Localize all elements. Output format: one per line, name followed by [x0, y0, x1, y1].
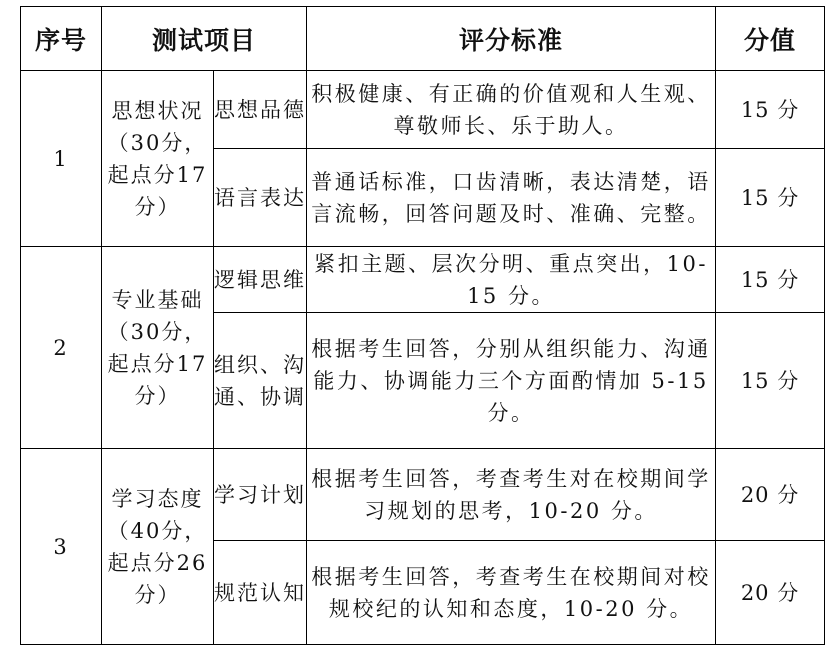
category-cell: 学习态度（40分，起点分26分）	[102, 449, 214, 645]
category-cell: 专业基础（30分，起点分17分）	[102, 247, 214, 449]
table-row	[21, 449, 825, 541]
score-cell: 15 分	[716, 71, 825, 149]
sub-item-cell: 学习计划	[214, 449, 307, 541]
sub-item-cell: 语言表达	[214, 149, 307, 247]
header-item: 测试项目	[102, 7, 307, 71]
header-criteria: 评分标准	[307, 7, 716, 71]
score-cell: 15 分	[716, 149, 825, 247]
criteria-cell: 根据考生回答，考查考生在校期间对校规校纪的认知和态度，10-20 分。	[307, 541, 716, 645]
score-cell: 15 分	[716, 247, 825, 313]
score-cell: 20 分	[716, 541, 825, 645]
row-index: 1	[21, 71, 102, 247]
criteria-cell: 紧扣主题、层次分明、重点突出，10-15 分。	[307, 247, 716, 313]
header-score: 分值	[716, 7, 825, 71]
criteria-cell: 普通话标准，口齿清晰，表达清楚，语言流畅，回答问题及时、准确、完整。	[307, 149, 716, 247]
table-row	[21, 247, 825, 313]
header-index: 序号	[21, 7, 102, 71]
criteria-cell: 根据考生回答，分别从组织能力、沟通能力、协调能力三个方面酌情加 5-15 分。	[307, 313, 716, 449]
header-row	[21, 7, 825, 71]
sub-item-cell: 逻辑思维	[214, 247, 307, 313]
table-row	[21, 71, 825, 149]
sub-item-cell: 思想品德	[214, 71, 307, 149]
scoring-table	[20, 6, 825, 645]
score-cell: 15 分	[716, 313, 825, 449]
row-index: 3	[21, 449, 102, 645]
row-index: 2	[21, 247, 102, 449]
criteria-cell: 积极健康、有正确的价值观和人生观、尊敬师长、乐于助人。	[307, 71, 716, 149]
category-cell: 思想状况（30分，起点分17分）	[102, 71, 214, 247]
criteria-cell: 根据考生回答，考查考生对在校期间学习规划的思考，10-20 分。	[307, 449, 716, 541]
sub-item-cell: 规范认知	[214, 541, 307, 645]
score-cell: 20 分	[716, 449, 825, 541]
sub-item-cell: 组织、沟通、协调	[214, 313, 307, 449]
